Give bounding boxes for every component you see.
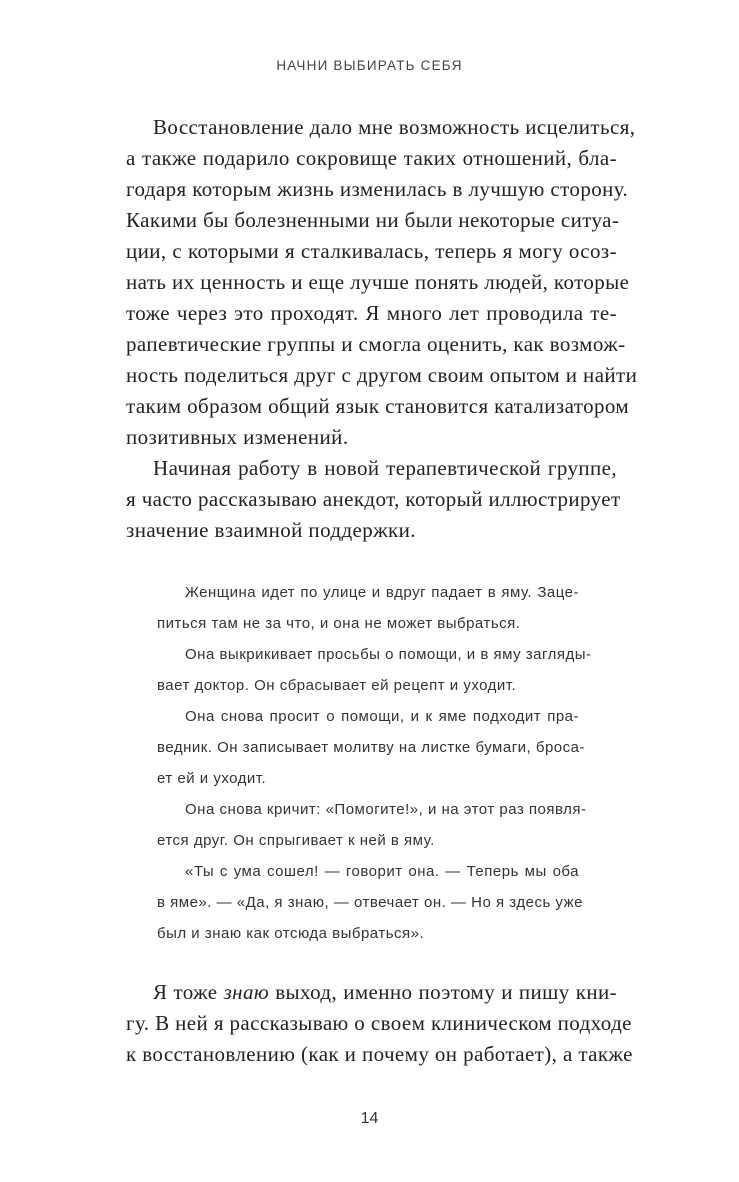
paragraph-line: таким образом общий язык становится катализатором [126, 394, 630, 418]
quote-paragraph [157, 856, 583, 949]
paragraph-line: ется друг. Он спрыгивает к ней в яму. [157, 832, 435, 849]
paragraph-line: годаря которым жизнь изменилась в лучшую сторону. [126, 177, 629, 201]
paragraph-line: ет ей и уходит. [157, 770, 267, 787]
quote-paragraph [157, 701, 585, 794]
paragraph-line: питься там не за что, и она не может выбраться. [157, 615, 521, 632]
paragraph-line: нать их ценность и еще лучше понять людей, которые [126, 270, 630, 294]
paragraph-line: Она выкрикивает просьбы о помощи, и в яму загляды- [185, 646, 592, 663]
paragraph-line [126, 977, 617, 1008]
paragraph-line: я часто рассказываю анекдот, который иллюстрирует [126, 487, 621, 511]
running-header: НАЧНИ ВЫБИРАТЬ СЕБЯ [276, 58, 463, 73]
paragraph-line: вает доктор. Он сбрасывает ей рецепт и уходит. [157, 677, 517, 694]
page-number: 14 [360, 1110, 379, 1127]
italic-emphasis: знаю [223, 980, 270, 1004]
paragraph-1 [126, 112, 638, 453]
paragraph-line: значение взаимной поддержки. [126, 518, 416, 542]
paragraph-line: Она снова кричит: «Помогите!», и на этот раз появля- [185, 801, 587, 818]
text-run: выход, именно поэтому и пишу кни- [269, 980, 617, 1004]
paragraph-line: позитивных изменений. [126, 425, 349, 449]
paragraph-line: ведник. Он записывает молитву на листке бумаги, броса- [157, 739, 585, 756]
paragraph-line: рапевтические группы и смогла оценить, как возмож- [126, 332, 626, 356]
text-run: Я тоже [153, 980, 224, 1004]
paragraph-line: а также подарило сокровище таких отношений, бла- [126, 146, 617, 170]
quote-paragraph [157, 794, 587, 856]
quote-paragraph [157, 577, 579, 639]
paragraph-line: тоже через это проходят. Я много лет проводила те- [126, 301, 617, 325]
paragraph-line: к восстановлению (как и почему он работает), а также [126, 1042, 633, 1066]
paragraph-line: гу. В ней я рассказываю о своем клиническом подходе [126, 1011, 632, 1035]
paragraph-3 [126, 977, 633, 1070]
paragraph-line: «Ты с ума сошел! — говорит она. — Теперь мы оба [185, 863, 579, 880]
body-text-top [126, 112, 638, 546]
paragraph-line: Женщина идет по улице и вдруг падает в яму. Заце- [185, 584, 579, 601]
paragraph-line: в яме». — «Да, я знаю, — отвечает он. — Но я здесь уже [157, 894, 583, 911]
paragraph-line: Какими бы болезненными ни были некоторые ситуа- [126, 208, 620, 232]
quote-paragraph [157, 639, 592, 701]
paragraph-line: ции, с которыми я сталкивалась, теперь я могу осоз- [126, 239, 617, 263]
paragraph-line: Она снова просит о помощи, и к яме подходит пра- [185, 708, 579, 725]
paragraph-line: был и знаю как отсюда выбраться». [157, 925, 425, 942]
paragraph-line: Восстановление дало мне возможность исцелиться, [153, 115, 636, 139]
paragraph-2 [126, 453, 621, 546]
anecdote-quote [157, 577, 592, 949]
paragraph-line: ность поделиться друг с другом своим опытом и найти [126, 363, 638, 387]
paragraph-line: Начиная работу в новой терапевтической группе, [153, 456, 617, 480]
